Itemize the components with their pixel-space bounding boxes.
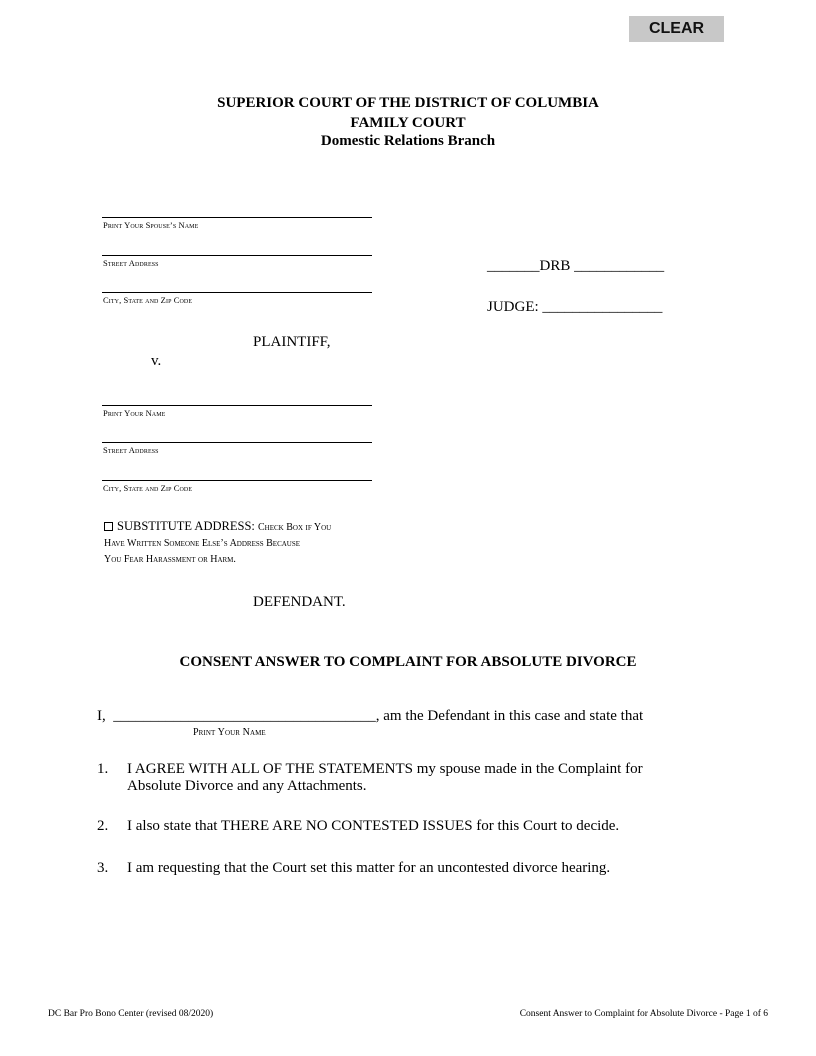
court-name: SUPERIOR COURT OF THE DISTRICT OF COLUMBIA: [217, 95, 599, 111]
defendant-name-label: Print Your Name: [103, 408, 166, 418]
plaintiff-label: PLAINTIFF,: [253, 334, 331, 350]
paragraph-2-number: 2.: [97, 818, 109, 834]
defendant-name-field[interactable]: [102, 405, 372, 406]
court-branch: Domestic Relations Branch: [320, 133, 496, 149]
spouse-name-label: Print Your Spouse’s Name: [103, 220, 199, 230]
clear-button[interactable]: CLEAR: [629, 16, 724, 42]
substitute-address-text-3: You Fear Harassment or Harm.: [104, 554, 236, 565]
versus-label: v.: [151, 353, 162, 369]
court-division: FAMILY COURT: [350, 115, 466, 131]
paragraph-1-line-2: Absolute Divorce and any Attachments.: [127, 778, 367, 794]
substitute-address-title: SUBSTITUTE ADDRESS:: [117, 519, 255, 533]
spouse-name-field[interactable]: [102, 217, 372, 218]
drb-case-number-field[interactable]: _______DRB ____________: [487, 258, 665, 274]
paragraph-2: I also state that THERE ARE NO CONTESTED ISSUES for this Court to decide.: [127, 818, 620, 834]
substitute-address-option: [104, 519, 384, 567]
footer-left: DC Bar Pro Bono Center (revised 08/2020): [48, 1009, 214, 1019]
spouse-city-label: City, State and Zip Code: [103, 295, 193, 305]
statement-name-label: Print Your Name: [193, 727, 266, 738]
paragraph-1-number: 1.: [97, 761, 109, 777]
defendant-city-field[interactable]: [102, 480, 372, 481]
spouse-street-field[interactable]: [102, 255, 372, 256]
statement-suffix: , am the Defendant in this case and state that: [375, 708, 644, 724]
footer-right: Consent Answer to Complaint for Absolute Divorce - Page 1 of 6: [519, 1009, 768, 1019]
defendant-label: DEFENDANT.: [253, 594, 346, 610]
defendant-statement: [97, 708, 643, 725]
spouse-city-field[interactable]: [102, 292, 372, 293]
statement-name-field[interactable]: ___________________________________: [113, 708, 376, 724]
judge-field[interactable]: JUDGE: ________________: [487, 299, 663, 315]
defendant-city-label: City, State and Zip Code: [103, 483, 193, 493]
defendant-street-label: Street Address: [103, 445, 159, 455]
substitute-address-checkbox[interactable]: [104, 522, 113, 531]
substitute-address-text-1: Check Box if You: [258, 522, 332, 533]
paragraph-3: I am requesting that the Court set this matter for an uncontested divorce hearing.: [127, 860, 611, 876]
spouse-street-label: Street Address: [103, 258, 159, 268]
substitute-address-text-2: Have Written Someone Else’s Address Because: [104, 538, 301, 549]
paragraph-1: [127, 761, 687, 795]
paragraph-3-number: 3.: [97, 860, 109, 876]
statement-prefix: I,: [97, 708, 106, 724]
defendant-street-field[interactable]: [102, 442, 372, 443]
paragraph-1-line-1: I AGREE WITH ALL OF THE STATEMENTS my spouse made in the Complaint for: [127, 761, 643, 777]
document-title: CONSENT ANSWER TO COMPLAINT FOR ABSOLUTE DIVORCE: [179, 654, 637, 670]
